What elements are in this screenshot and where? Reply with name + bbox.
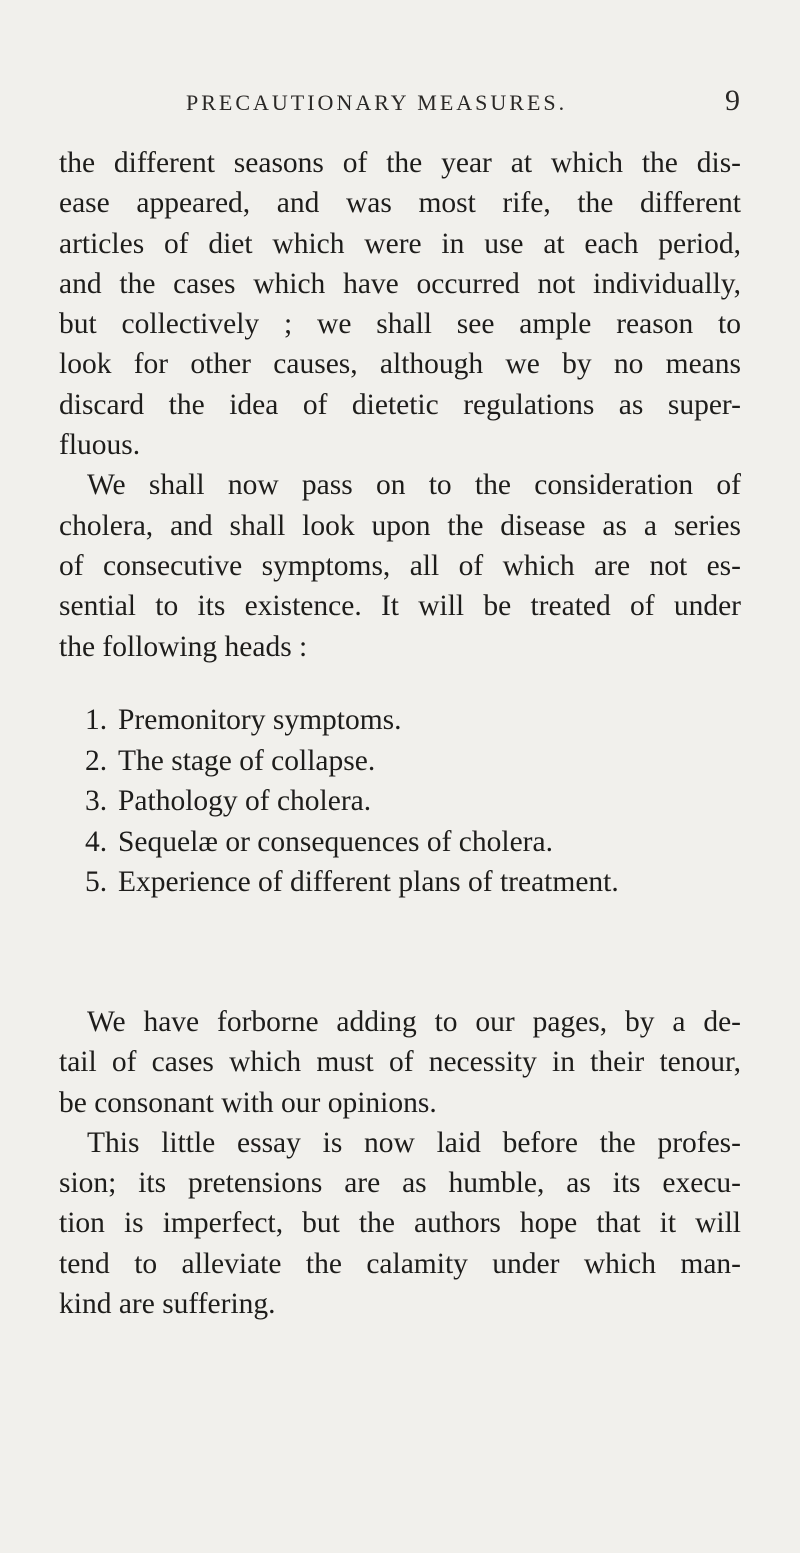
list-number: 1. bbox=[85, 704, 108, 736]
text-line: and the cases which have occurred not individually, bbox=[59, 267, 741, 300]
list-item bbox=[85, 822, 745, 863]
text-line: but collectively ; we shall see ample reason to bbox=[59, 308, 741, 341]
list-item bbox=[85, 741, 745, 782]
body-text-upper bbox=[59, 143, 741, 667]
text-line: sential to its existence. It will be treated of under bbox=[59, 590, 741, 623]
text-line: tail of cases which must of necessity in their tenour, bbox=[59, 1046, 741, 1079]
list-item bbox=[85, 700, 745, 741]
text-line: tion is imperfect, but the authors hope that it will bbox=[59, 1207, 741, 1240]
text-line: the following heads : bbox=[59, 630, 308, 663]
list-number: 2. bbox=[85, 744, 108, 777]
heads-list bbox=[85, 700, 745, 903]
body-text-lower bbox=[59, 1002, 741, 1324]
list-text: Experience of different plans of treatment. bbox=[118, 866, 619, 899]
text-line: This little essay is now laid before the profes- bbox=[87, 1126, 741, 1159]
text-line: the different seasons of the year at which the dis- bbox=[59, 147, 741, 179]
text-line: be consonant with our opinions. bbox=[59, 1086, 437, 1119]
text-line: cholera, and shall look upon the disease as a series bbox=[59, 509, 741, 542]
list-item bbox=[85, 862, 745, 903]
list-number: 3. bbox=[85, 785, 108, 818]
text-line: articles of diet which were in use at each period, bbox=[59, 227, 741, 260]
text-line: We have forborne adding to our pages, by a de- bbox=[87, 1006, 741, 1038]
list-text: The stage of collapse. bbox=[118, 744, 376, 777]
text-line: of consecutive symptoms, all of which are not es- bbox=[59, 549, 741, 582]
list-number: 4. bbox=[85, 825, 108, 858]
list-text: Sequelæ or consequences of cholera. bbox=[118, 825, 553, 858]
text-line: sion; its pretensions are as humble, as its execu- bbox=[59, 1167, 741, 1200]
running-title: PRECAUTIONARY MEASURES. bbox=[186, 90, 568, 115]
list-number: 5. bbox=[85, 866, 108, 899]
page-number: 9 bbox=[725, 84, 740, 117]
text-line: discard the idea of dietetic regulations as super- bbox=[59, 388, 741, 421]
running-head bbox=[186, 84, 740, 128]
text-line: look for other causes, although we by no means bbox=[59, 348, 741, 381]
list-text: Pathology of cholera. bbox=[118, 785, 372, 818]
list-item bbox=[85, 781, 745, 822]
text-line: ease appeared, and was most rife, the different bbox=[59, 187, 741, 220]
text-line: tend to alleviate the calamity under which man- bbox=[59, 1247, 741, 1280]
text-line: We shall now pass on to the consideration of bbox=[87, 469, 741, 502]
text-line: kind are suffering. bbox=[59, 1288, 276, 1321]
list-text: Premonitory symptoms. bbox=[118, 704, 402, 736]
text-line: fluous. bbox=[59, 429, 141, 462]
